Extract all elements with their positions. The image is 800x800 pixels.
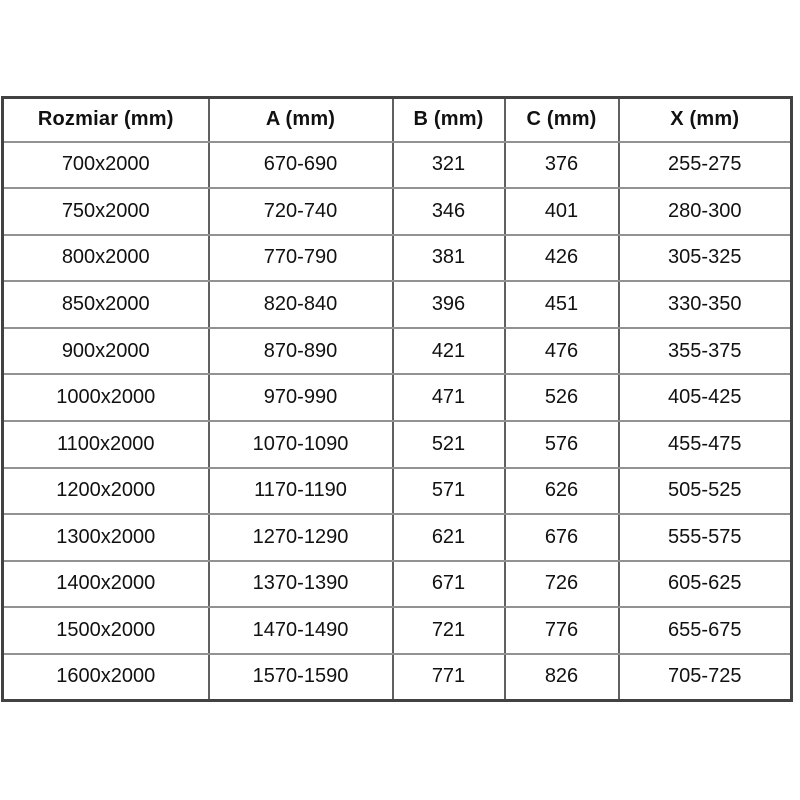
table-cell: 771 — [393, 654, 505, 701]
table-cell: 820-840 — [209, 281, 393, 328]
table-cell: 671 — [393, 561, 505, 608]
table-cell: 900x2000 — [3, 328, 209, 375]
table-cell: 555-575 — [619, 514, 792, 561]
table-cell: 280-300 — [619, 188, 792, 235]
table-row — [3, 235, 792, 282]
table-cell: 1200x2000 — [3, 468, 209, 515]
table-cell: 471 — [393, 374, 505, 421]
table-cell: 405-425 — [619, 374, 792, 421]
table-cell: 1070-1090 — [209, 421, 393, 468]
table-cell: 421 — [393, 328, 505, 375]
table-cell: 720-740 — [209, 188, 393, 235]
table-cell: 721 — [393, 607, 505, 654]
table-cell: 1300x2000 — [3, 514, 209, 561]
table-cell: 1500x2000 — [3, 607, 209, 654]
table-cell: 1570-1590 — [209, 654, 393, 701]
table-cell: 700x2000 — [3, 142, 209, 189]
header-cell-x: X (mm) — [619, 98, 792, 142]
table-cell: 1470-1490 — [209, 607, 393, 654]
table-cell: 826 — [505, 654, 619, 701]
table-cell: 1600x2000 — [3, 654, 209, 701]
table-cell: 571 — [393, 468, 505, 515]
table-cell: 455-475 — [619, 421, 792, 468]
table-cell: 330-350 — [619, 281, 792, 328]
table-cell: 705-725 — [619, 654, 792, 701]
size-spec-table — [1, 96, 793, 702]
header-cell-b: B (mm) — [393, 98, 505, 142]
table-cell: 505-525 — [619, 468, 792, 515]
table-row — [3, 328, 792, 375]
table-cell: 770-790 — [209, 235, 393, 282]
table-cell: 476 — [505, 328, 619, 375]
header-cell-a: A (mm) — [209, 98, 393, 142]
table-row — [3, 374, 792, 421]
table-row — [3, 142, 792, 189]
table-cell: 451 — [505, 281, 619, 328]
table-cell: 1170-1190 — [209, 468, 393, 515]
table-cell: 526 — [505, 374, 619, 421]
table-cell: 621 — [393, 514, 505, 561]
table-cell: 676 — [505, 514, 619, 561]
table-cell: 396 — [393, 281, 505, 328]
table-cell: 321 — [393, 142, 505, 189]
table-cell: 1370-1390 — [209, 561, 393, 608]
table-cell: 376 — [505, 142, 619, 189]
table-cell: 401 — [505, 188, 619, 235]
header-cell-c: C (mm) — [505, 98, 619, 142]
table-cell: 870-890 — [209, 328, 393, 375]
table-row — [3, 607, 792, 654]
table-cell: 605-625 — [619, 561, 792, 608]
table-body — [3, 142, 792, 701]
table-cell: 670-690 — [209, 142, 393, 189]
table-cell: 726 — [505, 561, 619, 608]
table-header-row — [3, 98, 792, 142]
table-cell: 346 — [393, 188, 505, 235]
header-cell-rozmiar: Rozmiar (mm) — [3, 98, 209, 142]
table-cell: 800x2000 — [3, 235, 209, 282]
table-cell: 655-675 — [619, 607, 792, 654]
table-cell: 381 — [393, 235, 505, 282]
table-row — [3, 421, 792, 468]
table-cell: 255-275 — [619, 142, 792, 189]
table-cell: 305-325 — [619, 235, 792, 282]
table-row — [3, 281, 792, 328]
table-cell: 850x2000 — [3, 281, 209, 328]
table-cell: 426 — [505, 235, 619, 282]
table-row — [3, 188, 792, 235]
table-cell: 355-375 — [619, 328, 792, 375]
table-row — [3, 468, 792, 515]
table-cell: 1400x2000 — [3, 561, 209, 608]
table-row — [3, 561, 792, 608]
table-row — [3, 654, 792, 701]
table-cell: 970-990 — [209, 374, 393, 421]
table-cell: 1270-1290 — [209, 514, 393, 561]
table-cell: 776 — [505, 607, 619, 654]
table-cell: 750x2000 — [3, 188, 209, 235]
table-cell: 521 — [393, 421, 505, 468]
table-cell: 626 — [505, 468, 619, 515]
table-cell: 576 — [505, 421, 619, 468]
table-cell: 1000x2000 — [3, 374, 209, 421]
table-cell: 1100x2000 — [3, 421, 209, 468]
table-row — [3, 514, 792, 561]
